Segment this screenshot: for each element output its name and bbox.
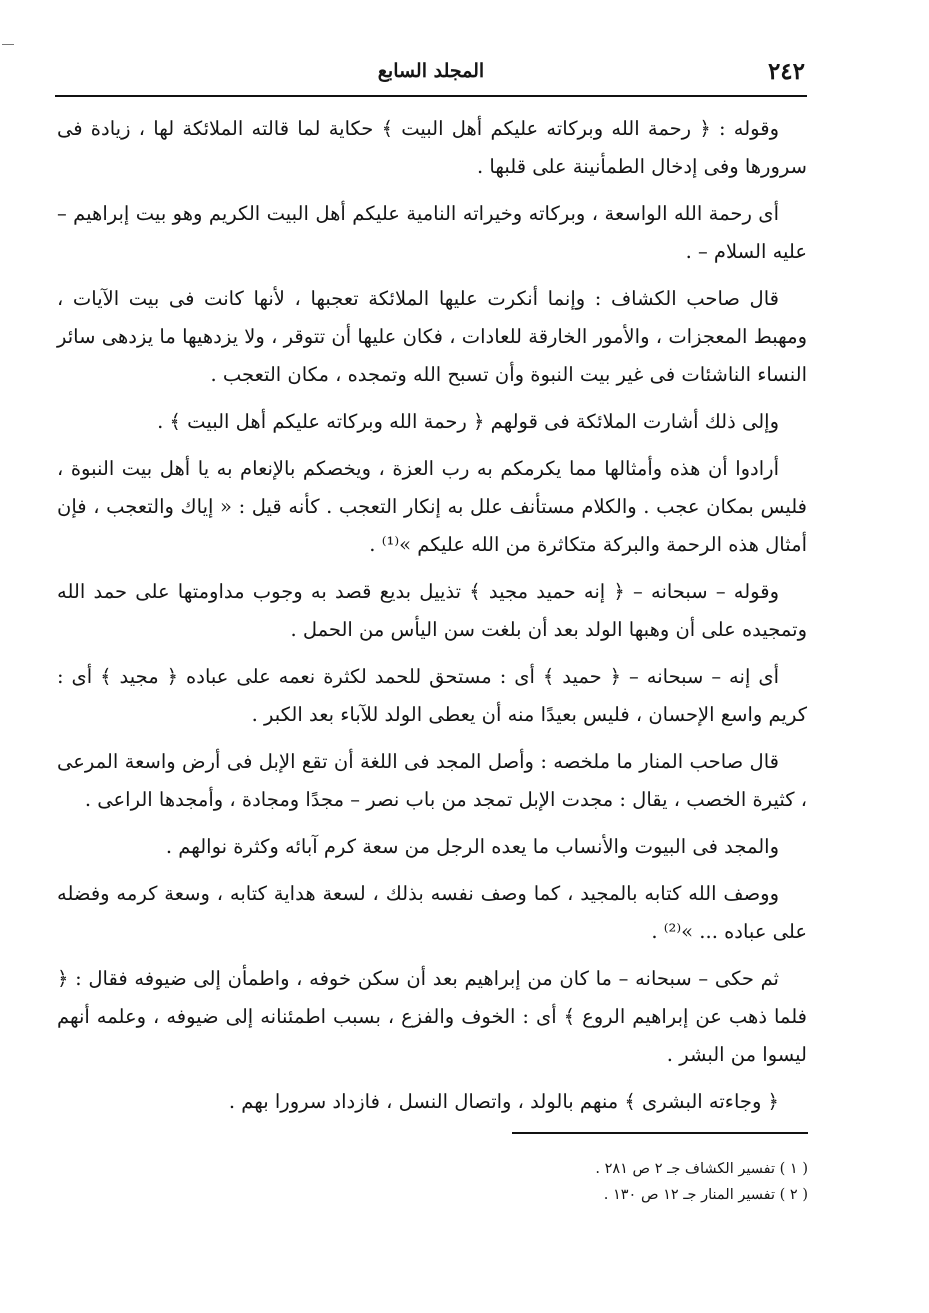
page-number: ٢٤٢: [767, 58, 805, 85]
paragraph: أرادوا أن هذه وأمثالها مما يكرمكم به رب العزة ، ويخصكم بالإنعام به يا أهل بيت النبوة ، فليس بمكان عجب . والكلام مستأنف علل به إنكار التعجب . كأنه قيل : « إياك والتعجب ، فإن أمثال هذه الرحمة والبركة متكاثرة من الله عليكم »⁽¹⁾ .: [57, 457, 807, 556]
scan-edge-mark: [2, 44, 14, 45]
paragraph: وإلى ذلك أشارت الملائكة فى قولهم ﴿ رحمة الله وبركاته عليكم أهل البيت ﴾ .: [157, 410, 779, 433]
paragraph: ثم حكى – سبحانه – ما كان من إبراهيم بعد أن سكن خوفه ، واطمأن إلى ضيوفه فقال : ﴿ فلما ذهب عن إبراهيم الروع ﴾ أى : الخوف والفزع ، بسبب اطمئنانه إلى ضيوفه ، وعلمه أنهم ليسوا من البشر .: [57, 967, 807, 1066]
paragraph: قال صاحب الكشاف : وإنما أنكرت عليها الملائكة تعجبها ، لأنها كانت فى بيت الآيات ، ومهبط المعجزات ، والأمور الخارقة للعادات ، فكان عليها أن تتوقر ، ولا يزدهيها ما يزدهى سائر النساء الناشئات فى غير بيت النبوة وأن تسبح الله وتمجده ، مكان التعجب .: [57, 287, 807, 386]
paragraph: ووصف الله كتابه بالمجيد ، كما وصف نفسه بذلك ، لسعة هداية كتابه ، وسعة كرمه وفضله على عباده ... »⁽²⁾ .: [57, 882, 807, 943]
paragraph: وقوله : ﴿ رحمة الله وبركاته عليكم أهل البيت ﴾ حكاية لما قالته الملائكة لها ، زيادة فى سرورها وفى إدخال الطمأنينة على قلبها .: [57, 117, 807, 178]
paragraph: والمجد فى البيوت والأنساب ما يعده الرجل من سعة كرم آبائه وكثرة نوالهم .: [165, 835, 779, 858]
paragraph: قال صاحب المنار ما ملخصه : وأصل المجد فى اللغة أن تقع الإبل فى أرض واسعة المرعى ، كثيرة الخصب ، يقال : مجدت الإبل تمجد من باب نصر – مجدًا ومجادة ، وأمجدها الراعى .: [57, 750, 807, 811]
header-rule: [55, 95, 807, 97]
page-body: [57, 110, 807, 1130]
footnotes: [420, 1156, 808, 1208]
paragraph: أى رحمة الله الواسعة ، وبركاته وخيراته النامية عليكم أهل البيت الكريم وهو بيت إبراهيم – عليه السلام – .: [57, 202, 807, 263]
running-title: المجلد السابع: [377, 60, 485, 82]
footnote: ( ٢ ) تفسير المنار جـ ١٢ ص ١٣٠ .: [603, 1187, 808, 1203]
footnote: ( ١ ) تفسير الكشاف جـ ٢ ص ٢٨١ .: [595, 1161, 808, 1177]
footnote-rule: [512, 1132, 808, 1134]
paragraph: ﴿ وجاءته البشرى ﴾ منهم بالولد ، واتصال النسل ، فازداد سرورا بهم .: [228, 1090, 779, 1113]
paragraph: أى إنه – سبحانه – ﴿ حميد ﴾ أى : مستحق للحمد لكثرة نعمه على عباده ﴿ مجيد ﴾ أى : كريم واسع الإحسان ، فليس بعيدًا منه أن يعطى الولد للآباء بعد الكبر .: [57, 665, 807, 726]
paragraph: وقوله – سبحانه – ﴿ إنه حميد مجيد ﴾ تذييل بديع قصد به وجوب مداومتها على حمد الله وتمجيده على أن وهبها الولد بعد أن بلغت سن اليأس من الحمل .: [57, 580, 807, 641]
page-header: [55, 56, 807, 92]
